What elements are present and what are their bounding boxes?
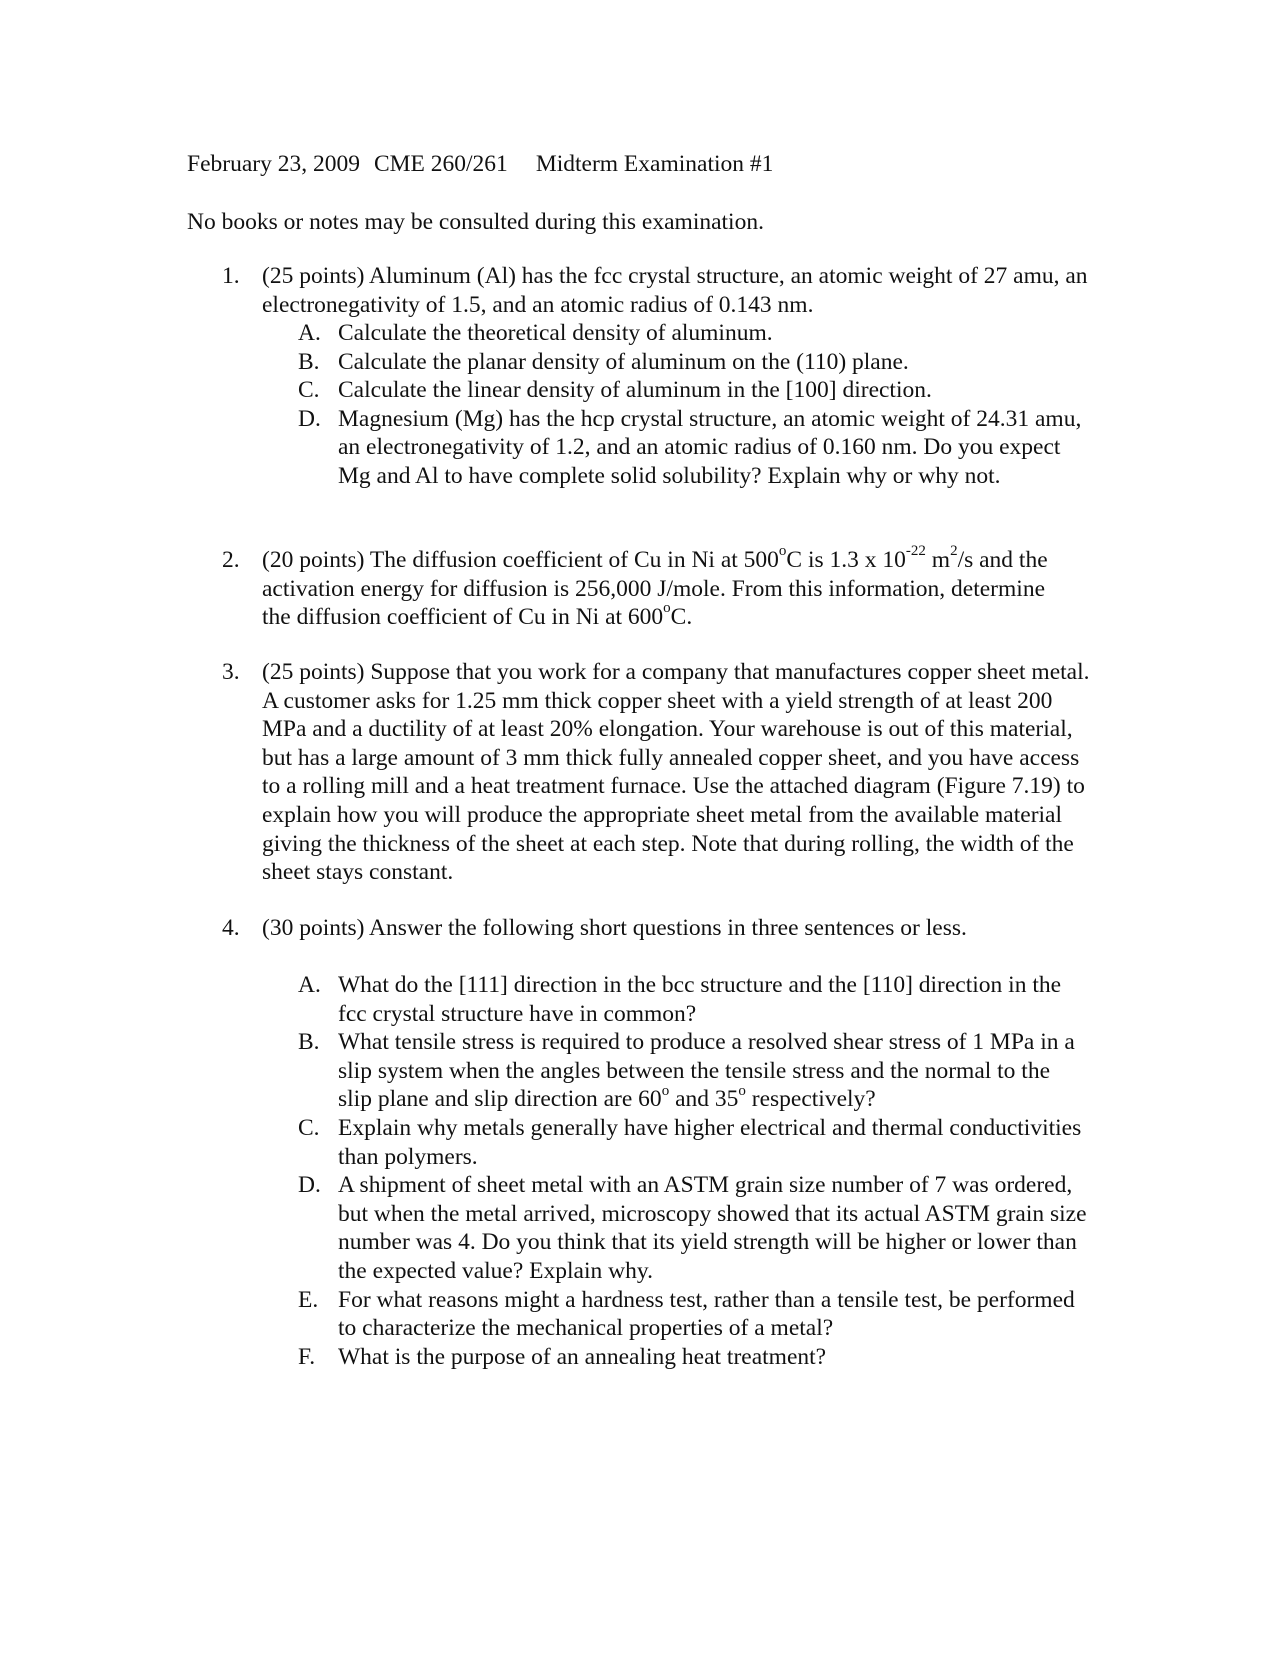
degree-symbol: o xyxy=(738,1082,746,1099)
exponent: -22 xyxy=(905,543,926,560)
part-letter: C. xyxy=(298,1114,320,1141)
list-item xyxy=(298,405,1088,491)
part-text: A shipment of sheet metal with an ASTM grain size number of 7 was ordered, but when the metal arrived, microscopy showed that its actual ASTM grain size number was 4. Do you think that its yield strength will be higher or lower than the expected value? Explain why. xyxy=(338,1172,1087,1284)
question-text: (25 points) Aluminum (Al) has the fcc crystal structure, an atomic weight of 27 amu, an electronegativity of 1.5, and an atomic radius of 0.143 nm. xyxy=(262,263,1088,318)
question-number: 1. xyxy=(222,263,240,289)
part-text: What do the [111] direction in the bcc structure and the [110] direction in the fcc crystal structure have in common? xyxy=(338,972,1062,1027)
part-letter: B. xyxy=(298,1029,320,1056)
degree-symbol: o xyxy=(661,1082,670,1099)
part-text: Calculate the linear density of aluminum in the [100] direction. xyxy=(338,377,932,404)
part-text: Calculate the planar density of aluminum on the (110) plane. xyxy=(338,348,909,375)
exam-date: February 23, 2009 xyxy=(187,151,360,177)
part-text: What is the purpose of an annealing heat treatment? xyxy=(338,1343,827,1370)
question-number: 4. xyxy=(222,915,240,941)
question-number: 2. xyxy=(222,547,240,573)
question-4-parts xyxy=(298,971,1088,1371)
exponent: 2 xyxy=(950,543,958,560)
part-text: Magnesium (Mg) has the hcp crystal structure, an atomic weight of 24.31 amu, an electronegativity of 1.2, and an atomic radius of 0.160 nm. Do you expect Mg and Al to have complete solid solubility? Explain why or why not. xyxy=(338,405,1082,489)
question-text: (30 points) Answer the following short questions in three sentences or less. xyxy=(262,915,967,941)
question-1-parts xyxy=(298,319,1088,491)
question-text: (25 points) Suppose that you work for a company that manufactures copper sheet metal. A customer asks for 1.25 mm thick copper sheet with a yield strength of at least 200 MPa and a ductility of at least 20% elongation. Your warehouse is out of this material, but has a large amount of 3 mm thick fully annealed copper sheet, and you have access to a rolling mill and a heat treatment furnace. Use the attached diagram (Figure 7.19) to explain how you will produce the appropriate sheet metal from the available material giving the thickness of the sheet at each step. Note that during rolling, the width of the sheet stays constant. xyxy=(262,659,1090,886)
part-letter: B. xyxy=(298,348,320,375)
part-letter: F. xyxy=(298,1343,316,1370)
part-letter: C. xyxy=(298,377,320,404)
exam-header xyxy=(187,150,773,179)
list-item xyxy=(298,319,1088,348)
list-item xyxy=(298,1114,1088,1171)
exam-notice: No books or notes may be consulted during this examination. xyxy=(187,209,764,235)
part-text: Explain why metals generally have higher electrical and thermal conductivities than polymers. xyxy=(338,1114,1082,1170)
part-letter: E. xyxy=(298,1286,319,1313)
degree-symbol: o xyxy=(663,600,671,617)
list-item xyxy=(298,376,1088,405)
question-text: (20 points) The diffusion coefficient of Cu in Ni at 500$^o$C is 1.3 x $10^{-22}$ $m^2/s$ and the activation energy for diffusion is 256,000 J/mole. From this information, determine the diffusion coefficient of Cu in Ni at 600$^o$C. xyxy=(262,543,1048,631)
part-letter: D. xyxy=(298,1172,321,1199)
question-number: 3. xyxy=(222,659,240,685)
part-text: What tensile stress is required to produce a resolved shear stress of 1 MPa in a slip system when the angles between the tensile stress and the normal to the slip plane and slip direction are 60$^o$ and 35$^o$ respectively? xyxy=(338,1029,1075,1113)
course-code: CME 260/261 xyxy=(373,151,508,177)
part-text: Calculate the theoretical density of aluminum. xyxy=(338,320,773,346)
part-letter: A. xyxy=(298,972,321,998)
part-text: For what reasons might a hardness test, rather than a tensile test, be performed to characterize the mechanical properties of a metal? xyxy=(338,1286,1075,1342)
part-letter: A. xyxy=(298,320,321,346)
list-item xyxy=(298,1286,1088,1343)
list-item xyxy=(298,348,1088,377)
list-item xyxy=(298,971,1088,1028)
degree-symbol: o xyxy=(778,543,787,560)
part-letter: D. xyxy=(298,405,321,432)
list-item xyxy=(298,1343,1088,1372)
list-item xyxy=(298,1171,1088,1285)
exam-title: Midterm Examination #1 xyxy=(535,151,774,177)
list-item xyxy=(298,1028,1088,1114)
